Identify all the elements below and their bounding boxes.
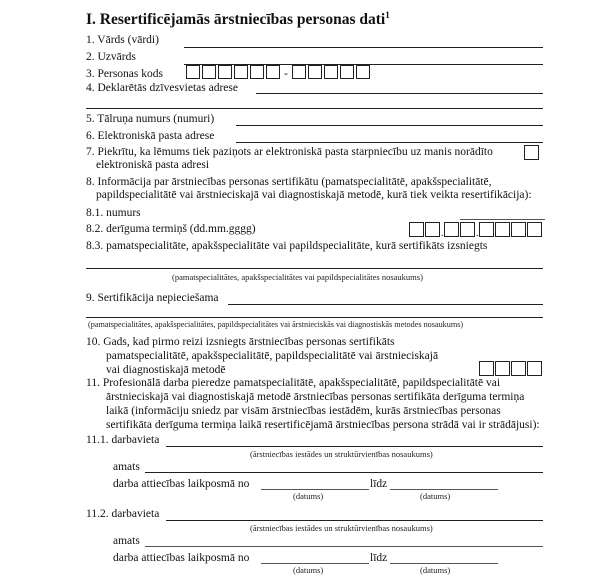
email-input-line[interactable] (236, 142, 543, 143)
field-experience-label-2: ārstnieciskajā vai diagnostiskajā metodē ārstniecības personas sertifikāta derīguma termiņa (106, 391, 525, 403)
field-personal-code-label: 3. Personas kods (86, 68, 163, 80)
workplace-1-position-input-line[interactable] (145, 472, 543, 473)
phone-input-line[interactable] (236, 125, 543, 126)
validity-date-month-box[interactable] (444, 222, 459, 237)
personal-code-digit-box[interactable] (292, 65, 306, 79)
personal-code-separator: - (284, 68, 288, 80)
field-certificate-info-2: papildspecialitātē vai ārstnieciskajā vai diagnostiskajā metodē, kurā tiek veikta resertifikācija): (96, 189, 532, 201)
validity-date-year-box[interactable] (527, 222, 542, 237)
personal-code-digit-box[interactable] (266, 65, 280, 79)
validity-date-year-box[interactable] (495, 222, 510, 237)
workplace-2-position-input-line[interactable] (145, 546, 543, 547)
field-first-name-label: 1. Vārds (vārdi) (86, 34, 159, 46)
workplace-1-until-label: līdz (370, 478, 388, 490)
certification-needed-input-line[interactable] (228, 304, 543, 305)
personal-code-digit-box[interactable] (324, 65, 338, 79)
workplace-2-from-caption: (datums) (293, 565, 324, 575)
validity-date-year-box[interactable] (479, 222, 494, 237)
personal-code-digit-box[interactable] (234, 65, 248, 79)
workplace-2-to-date-input[interactable] (390, 563, 498, 564)
specialty-input-line[interactable] (86, 268, 543, 269)
validity-date-month-box[interactable] (460, 222, 475, 237)
consent-checkbox[interactable] (524, 145, 539, 160)
workplace-1-position-label: amats (113, 461, 140, 473)
certification-needed-input-line-2[interactable] (86, 317, 543, 318)
field-experience-label-4: sertifikāta derīguma termiņa laikā resertificējamā ārstniecības persona strādā vai ir strādājusi): (106, 419, 540, 431)
workplace-2-label: 11.2. darbavieta (86, 508, 160, 520)
field-specialty-label: 8.3. pamatspecialitāte, apakšspecialitāte vai papildspecialitāte, kurā sertifikāts izsniegts (86, 240, 488, 252)
field-phone-label: 5. Tālruņa numurs (numuri) (86, 113, 215, 125)
field-address-label: 4. Deklarētās dzīvesvietas adrese (86, 82, 238, 94)
address-input-line[interactable] (256, 93, 543, 94)
field-certificate-number-label: 8.1. numurs (86, 207, 141, 219)
section-title (86, 6, 390, 29)
field-surname-label: 2. Uzvārds (86, 51, 136, 63)
workplace-2-period-label: darba attiecības laikposmā no (113, 552, 250, 564)
first-year-digit-box[interactable] (511, 361, 526, 376)
workplace-1-input-line[interactable] (166, 446, 543, 447)
field-certificate-info-1: 8. Informācija par ārstniecības personas sertifikātu (pamatspecialitātē, apakšspecialitātē, (86, 176, 492, 188)
field-first-year-label-2: pamatspecialitātē, apakšspecialitātē, papildspecialitātē vai ārstnieciskajā (106, 350, 439, 362)
validity-date-year-box[interactable] (511, 222, 526, 237)
validity-date-day-box[interactable] (425, 222, 440, 237)
first-year-digit-box[interactable] (527, 361, 542, 376)
workplace-2-until-label: līdz (370, 552, 388, 564)
field-consent-label-2: elektroniskā pasta adresi (96, 159, 210, 171)
workplace-1-from-date-input[interactable] (261, 489, 369, 490)
workplace-1-to-date-input[interactable] (390, 489, 498, 490)
workplace-2-caption: (ārstniecības iestādes un struktūrvienības nosaukums) (250, 523, 433, 533)
certificate-number-input-line[interactable] (460, 219, 545, 220)
personal-code-digit-box[interactable] (340, 65, 354, 79)
workplace-1-period-label: darba attiecības laikposmā no (113, 478, 250, 490)
personal-code-digit-box[interactable] (186, 65, 200, 79)
field-certification-needed-label: 9. Sertifikācija nepieciešama (86, 292, 219, 304)
address-input-line-2[interactable] (86, 108, 543, 109)
field-experience-label-1: 11. Profesionālā darba pieredze pamatspecialitātē, apakšspecialitātē, papildspecialitātē vai (86, 377, 501, 389)
workplace-2-input-line[interactable] (166, 520, 543, 521)
field-validity-label: 8.2. derīguma termiņš (dd.mm.gggg) (86, 223, 256, 235)
workplace-1-label: 11.1. darbavieta (86, 434, 160, 446)
workplace-2-to-caption: (datums) (420, 565, 451, 575)
first-year-digit-box[interactable] (479, 361, 494, 376)
first-name-input-line[interactable] (184, 47, 543, 48)
workplace-2-from-date-input[interactable] (261, 563, 369, 564)
certification-needed-caption: (pamatspecialitātes, apakšspecialitātes, papildspecialitātes vai ārstnieciskās vai diagnostiskās metodes nosaukums) (88, 320, 464, 329)
footnote-marker: 1 (385, 10, 390, 20)
personal-code-digit-box[interactable] (202, 65, 216, 79)
workplace-1-from-caption: (datums) (293, 491, 324, 501)
section-title-text: I. Resertificējamās ārstniecības personas dati (86, 11, 386, 29)
workplace-1-to-caption: (datums) (420, 491, 451, 501)
validity-date-separator: . (441, 228, 444, 239)
field-first-year-label-3: vai diagnostiskajā metodē (106, 364, 226, 376)
first-year-digit-box[interactable] (495, 361, 510, 376)
personal-code-digit-box[interactable] (356, 65, 370, 79)
workplace-2-position-label: amats (113, 535, 140, 547)
field-email-label: 6. Elektroniskā pasta adrese (86, 130, 215, 142)
workplace-1-caption: (ārstniecības iestādes un struktūrvienības nosaukums) (250, 449, 433, 459)
personal-code-digit-box[interactable] (308, 65, 322, 79)
personal-code-digit-box[interactable] (250, 65, 264, 79)
validity-date-separator: . (476, 228, 479, 239)
specialty-caption: (pamatspecialitātes, apakšspecialitātes vai papildspecialitātes nosaukums) (172, 272, 423, 282)
validity-date-day-box[interactable] (409, 222, 424, 237)
field-experience-label-3: laikā (informāciju sniedz par visām ārstniecības iestādēm, kurās ārstniecības personas (106, 405, 501, 417)
field-first-year-label-1: 10. Gads, kad pirmo reizi izsniegts ārstniecības personas sertifikāts (86, 336, 395, 348)
field-consent-label-1: 7. Piekrītu, ka lēmums tiek paziņots ar elektroniskā pasta starpniecību uz manis norādīto (86, 146, 493, 158)
personal-code-digit-box[interactable] (218, 65, 232, 79)
